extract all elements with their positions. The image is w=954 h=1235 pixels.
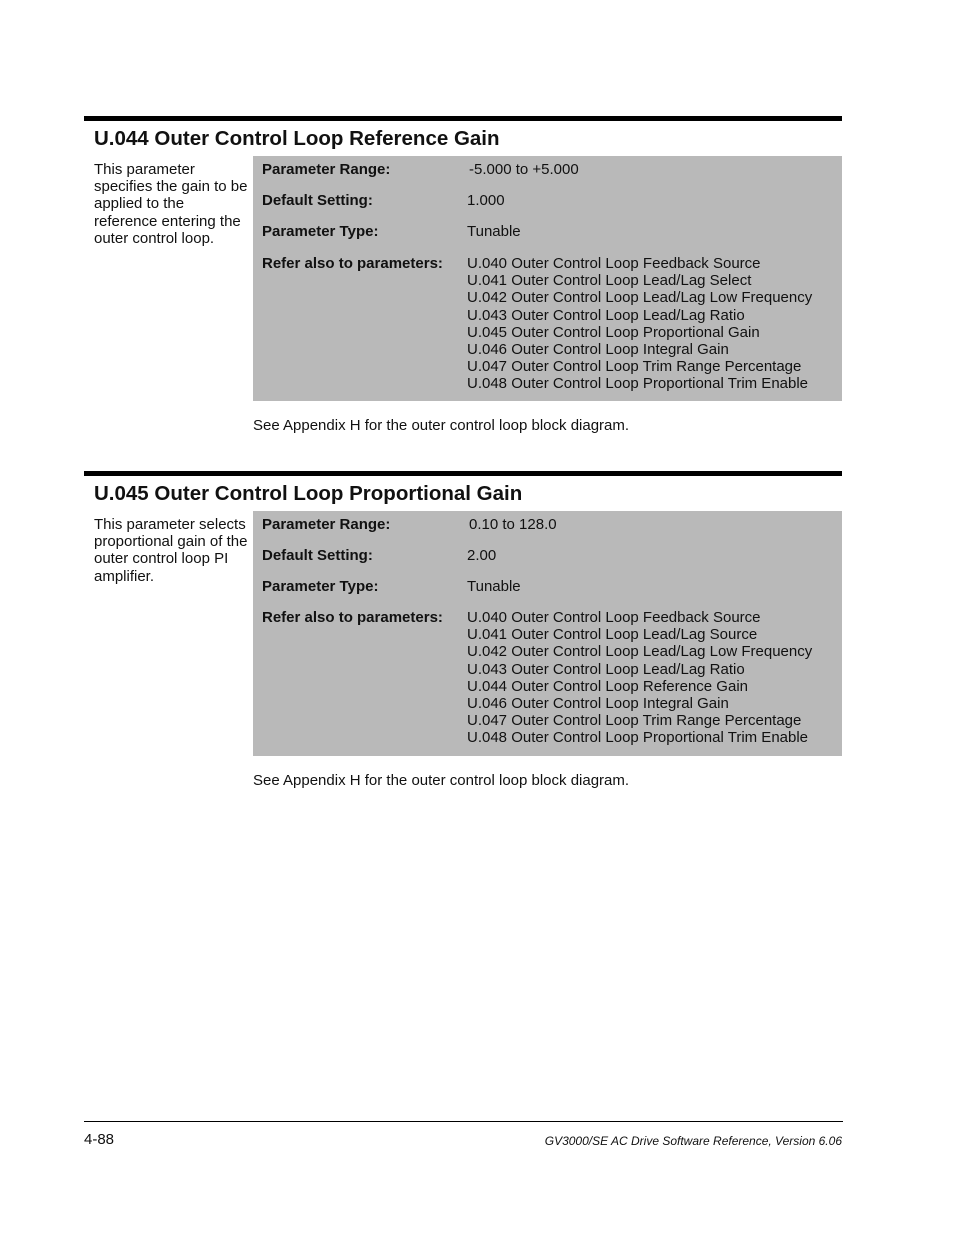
- parameter-info-box: [253, 156, 842, 401]
- reference-item: U.041 Outer Control Loop Lead/Lag Source: [467, 626, 758, 644]
- parameter-range-value: 0.10 to 128.0: [469, 516, 557, 533]
- parameter-section-u044: [84, 116, 842, 446]
- reference-item: U.046 Outer Control Loop Integral Gain: [467, 694, 729, 712]
- appendix-note: See Appendix H for the outer control loop block diagram.: [253, 772, 630, 789]
- reference-item: U.047 Outer Control Loop Trim Range Percentage: [467, 712, 802, 730]
- reference-item: U.040 Outer Control Loop Feedback Source: [467, 255, 761, 272]
- parameter-type-label: Parameter Type:: [262, 223, 379, 240]
- reference-item: U.041 Outer Control Loop Lead/Lag Select: [467, 272, 752, 290]
- reference-item: U.042 Outer Control Loop Lead/Lag Low Frequency: [467, 643, 813, 661]
- reference-list: [467, 609, 812, 747]
- reference-item: U.046 Outer Control Loop Integral Gain: [467, 340, 729, 358]
- reference-item: U.048 Outer Control Loop Proportional Trim Enable: [467, 729, 809, 747]
- parameter-type-value: Tunable: [467, 223, 521, 240]
- default-setting-value: 2.00: [467, 547, 497, 564]
- parameter-section-u045: [84, 471, 842, 801]
- appendix-note: See Appendix H for the outer control loop block diagram.: [253, 417, 630, 434]
- reference-item: U.043 Outer Control Loop Lead/Lag Ratio: [467, 660, 745, 678]
- reference-item: U.040 Outer Control Loop Feedback Source: [467, 609, 761, 626]
- reference-item: U.047 Outer Control Loop Trim Range Percentage: [467, 358, 802, 376]
- parameter-type-value: Tunable: [467, 578, 521, 595]
- parameter-description: This parameter selects proportional gain of the outer control loop PI amplifier.: [94, 516, 248, 585]
- reference-list: [467, 255, 812, 393]
- reference-item: U.044 Outer Control Loop Reference Gain: [467, 677, 748, 695]
- default-setting-value: 1.000: [467, 192, 505, 209]
- parameter-type-label: Parameter Type:: [262, 578, 379, 595]
- reference-item: U.042 Outer Control Loop Lead/Lag Low Frequency: [467, 289, 813, 307]
- default-setting-label: Default Setting:: [262, 547, 373, 564]
- reference-item: U.043 Outer Control Loop Lead/Lag Ratio: [467, 306, 745, 324]
- refer-also-label: Refer also to parameters:: [262, 609, 443, 626]
- parameter-range-value: -5.000 to +5.000: [469, 161, 579, 178]
- section-heading: U.045 Outer Control Loop Proportional Gain: [94, 482, 523, 505]
- reference-item: U.048 Outer Control Loop Proportional Trim Enable: [467, 375, 809, 393]
- default-setting-label: Default Setting:: [262, 192, 373, 209]
- footer-rule: [84, 1121, 843, 1122]
- page-number: 4-88: [84, 1131, 115, 1148]
- section-heading: U.044 Outer Control Loop Reference Gain: [94, 127, 500, 150]
- parameter-info-box: [253, 511, 842, 756]
- reference-item: U.045 Outer Control Loop Proportional Gain: [467, 323, 760, 341]
- parameter-description: This parameter specifies the gain to be applied to the reference entering the outer control loop.: [94, 161, 248, 247]
- refer-also-label: Refer also to parameters:: [262, 255, 443, 272]
- parameter-range-label: Parameter Range:: [262, 516, 391, 533]
- document-title: GV3000/SE AC Drive Software Reference, Version 6.06: [544, 1134, 842, 1148]
- parameter-range-label: Parameter Range:: [262, 161, 391, 178]
